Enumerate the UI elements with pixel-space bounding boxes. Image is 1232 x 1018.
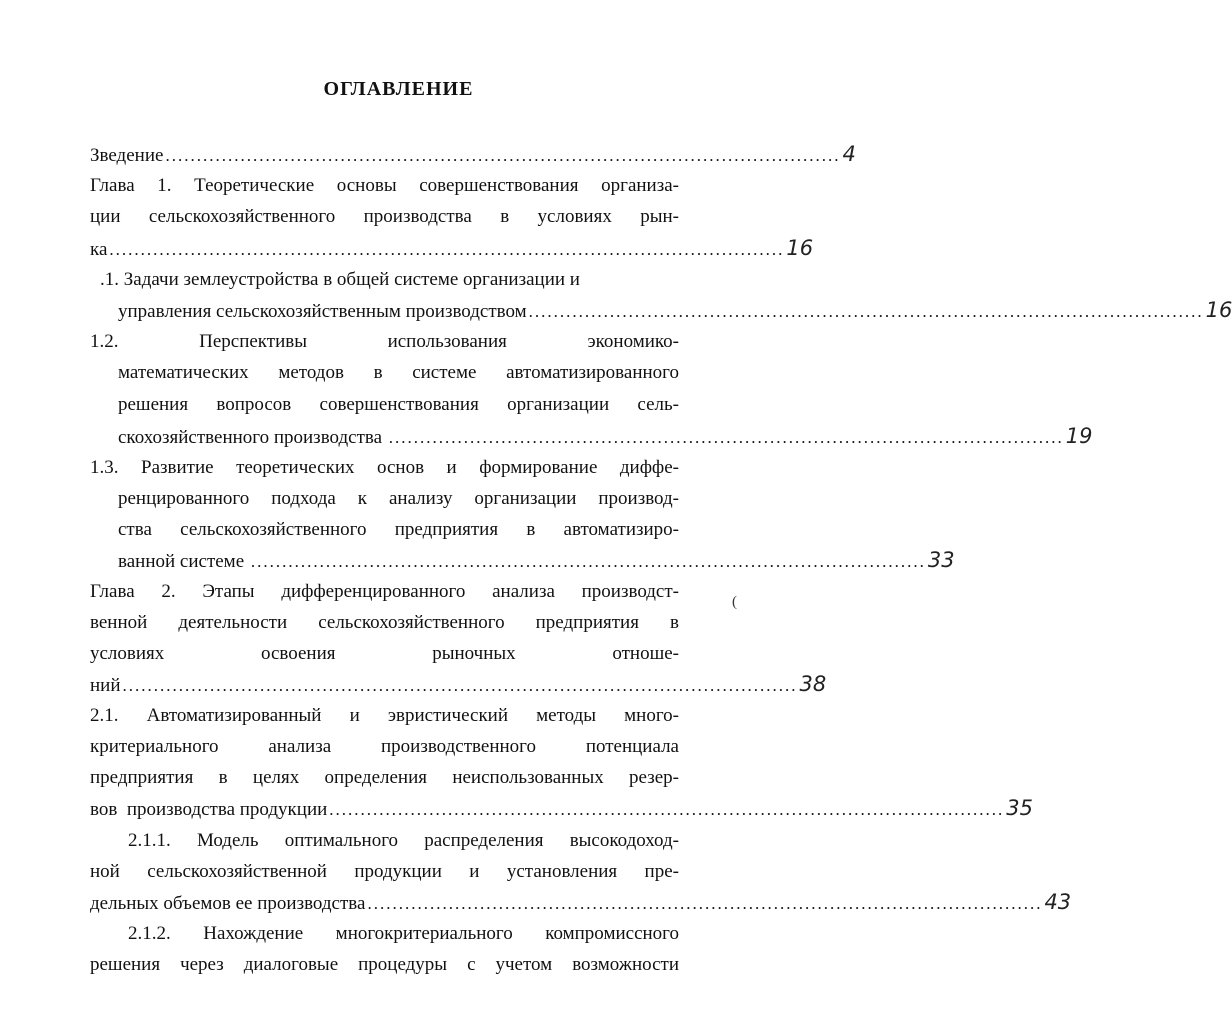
page-number: 35 — [1006, 796, 1034, 820]
leader-dots: ............................................................................................................ — [109, 240, 785, 259]
toc-2-1-2-line1: 2.1.2. Нахождение многокритериального компромиссного — [128, 923, 679, 944]
toc-chapter2-last — [90, 672, 827, 698]
leader-dots: ............................................................................................................ — [329, 800, 1005, 819]
page-number: 43 — [1044, 890, 1072, 914]
page-number: 33 — [927, 548, 955, 572]
toc-entry-text: ванной системе — [118, 551, 249, 572]
leader-dots: ............................................................................................................ — [122, 676, 798, 695]
toc-2-1-1-last — [90, 890, 1072, 916]
toc-chapter2-line3: условиях освоения рыночных отноше- — [90, 643, 679, 664]
page-number: 38 — [799, 672, 827, 696]
toc-chapter2-line1: Глава 2. Этапы дифференцированного анализа производст- — [90, 581, 679, 602]
toc-entry-text: ка — [90, 239, 108, 260]
page-number: 16 — [1205, 298, 1232, 322]
toc-chapter1-last — [90, 236, 814, 262]
toc-2-1-line3: предприятия в целях определения неиспользованных резер- — [90, 767, 679, 788]
toc-entry-text: дельных объемов ее производства — [90, 893, 366, 914]
toc-2-1-1-line1: 2.1.1. Модель оптимального распределения высокодоход- — [128, 830, 679, 851]
page-number: 4 — [842, 142, 856, 166]
toc-2-1-last — [90, 796, 1034, 822]
toc-1-2-line1: 1.2. Перспективы использования экономико- — [90, 331, 679, 352]
toc-2-1-line1: 2.1. Автоматизированный и эвристический методы много- — [90, 705, 679, 726]
toc-1-1-last — [118, 298, 1232, 324]
toc-1-3-line3: ства сельскохозяйственного предприятия в автоматизиро- — [118, 519, 679, 540]
toc-1-3-line2: ренцированного подхода к анализу организации производ- — [118, 488, 679, 509]
leader-dots: ............................................................................................................ — [388, 428, 1064, 447]
toc-1-2-line3: решения вопросов совершенствования организации сель- — [118, 394, 679, 415]
page-title: ОГЛАВЛЕНИЕ — [323, 78, 474, 100]
leader-dots: ............................................................................................................ — [528, 302, 1204, 321]
toc-1-1-line1: .1. Задачи землеустройства в общей системе организации и — [100, 269, 580, 290]
toc-1-3-last — [118, 548, 955, 574]
toc-entry-text: Зведение — [90, 145, 164, 166]
toc-2-1-1-line2: ной сельскохозяйственной продукции и установления пре- — [90, 861, 679, 882]
margin-mark: ( — [732, 594, 737, 610]
leader-dots: ............................................................................................................ — [165, 146, 841, 165]
toc-2-1-2-line2: решения через диалоговые процедуры с учетом возможности — [90, 954, 679, 975]
page-number: 16 — [786, 236, 814, 260]
toc-1-2-line2: математических методов в системе автоматизированного — [118, 362, 679, 383]
toc-entry-text: вов производства продукции — [90, 799, 328, 820]
page-number: 19 — [1065, 424, 1093, 448]
toc-2-1-line2: критериального анализа производственного потенциала — [90, 736, 679, 757]
toc-intro-line — [90, 142, 856, 168]
leader-dots: ............................................................................................................ — [250, 552, 926, 571]
toc-entry-text: ний — [90, 675, 121, 696]
toc-entry-text: скохозяйственного производства — [118, 427, 387, 448]
leader-dots: ............................................................................................................ — [367, 894, 1043, 913]
toc-entry-text: управления сельскохозяйственным производством — [118, 301, 527, 322]
toc-chapter1-line2: ции сельскохозяйственного производства в условиях рын- — [90, 206, 679, 227]
toc-chapter1-line1: Глава 1. Теоретические основы совершенствования организа- — [90, 175, 679, 196]
toc-chapter2-line2: венной деятельности сельскохозяйственного предприятия в — [90, 612, 679, 633]
toc-1-3-line1: 1.3. Развитие теоретических основ и формирование диффе- — [90, 457, 679, 478]
toc-1-2-last — [118, 424, 1093, 450]
